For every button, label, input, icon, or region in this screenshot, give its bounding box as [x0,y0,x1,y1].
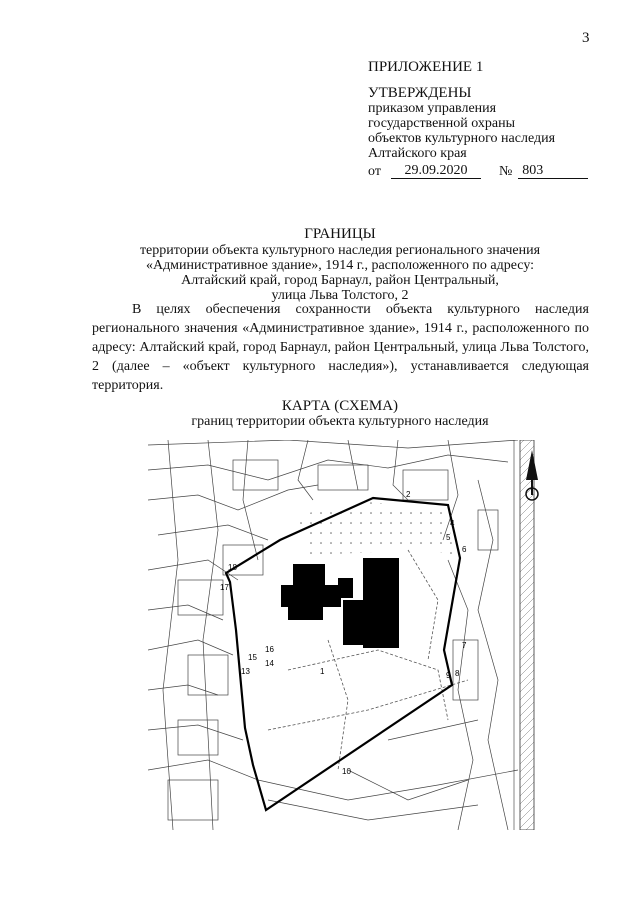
order-line: Алтайского края [368,146,467,161]
approved-label: УТВЕРЖДЕНЫ [368,85,472,101]
document-title [100,227,580,303]
order-date: 29.09.2020 [391,163,481,179]
number-label: № [498,164,513,179]
point-label: 17 [220,583,229,592]
order-line: объектов культурного наследия [368,131,556,146]
appendix-label: ПРИЛОЖЕНИЕ 1 [368,59,484,75]
order-line: приказом управления [368,101,497,116]
map-title [100,399,580,429]
point-label: 16 [265,645,274,654]
page-number: 3 [582,30,590,46]
approval-block [368,60,608,179]
point-label: 14 [265,659,274,668]
date-prefix: от [368,164,381,179]
title-heading: ГРАНИЦЫ [304,226,376,242]
title-line: территории объекта культурного наследия регионального значения [139,243,541,258]
title-line: Алтайский край, город Барнаул, район Центральный, [181,273,499,288]
point-label: 15 [248,653,257,662]
point-label: 10 [342,767,351,776]
point-label: 7 [462,641,467,650]
territory-map [148,440,548,830]
point-label: 13 [241,667,250,676]
map-subtitle: границ территории объекта культурного наследия [191,414,489,429]
body-paragraph: В целях обеспечения сохранности объекта культурного наследия регионального значения «Административное здание», 1914 г., расположенного по адресу: Алтайский край, город Барнаул, район Центральный, улица Льва Толстого, 2 (далее – «объект культурного наследия»), устанавливается следующая территория. [92,302,589,393]
road-strip [514,440,534,830]
point-label: 18 [228,563,237,572]
point-label: 8 [455,669,460,678]
point-label: 2 [406,490,411,499]
green-zone [298,502,453,555]
order-date-row [368,163,608,179]
point-label: 9 [446,671,451,680]
cadastral-background [148,440,518,830]
point-label: 5 [446,533,451,542]
map-heading: КАРТА (СХЕМА) [281,398,399,414]
heritage-building [281,558,399,648]
point-label: 4 [450,519,455,528]
title-line: улица Льва Толстого, 2 [271,288,409,303]
point-label: 6 [462,545,467,554]
point-label: 1 [320,667,325,676]
title-line: «Административное здание», 1914 г., расположенного по адресу: [145,258,535,273]
order-line: государственной охраны [368,116,516,131]
order-number: 803 [518,163,588,179]
